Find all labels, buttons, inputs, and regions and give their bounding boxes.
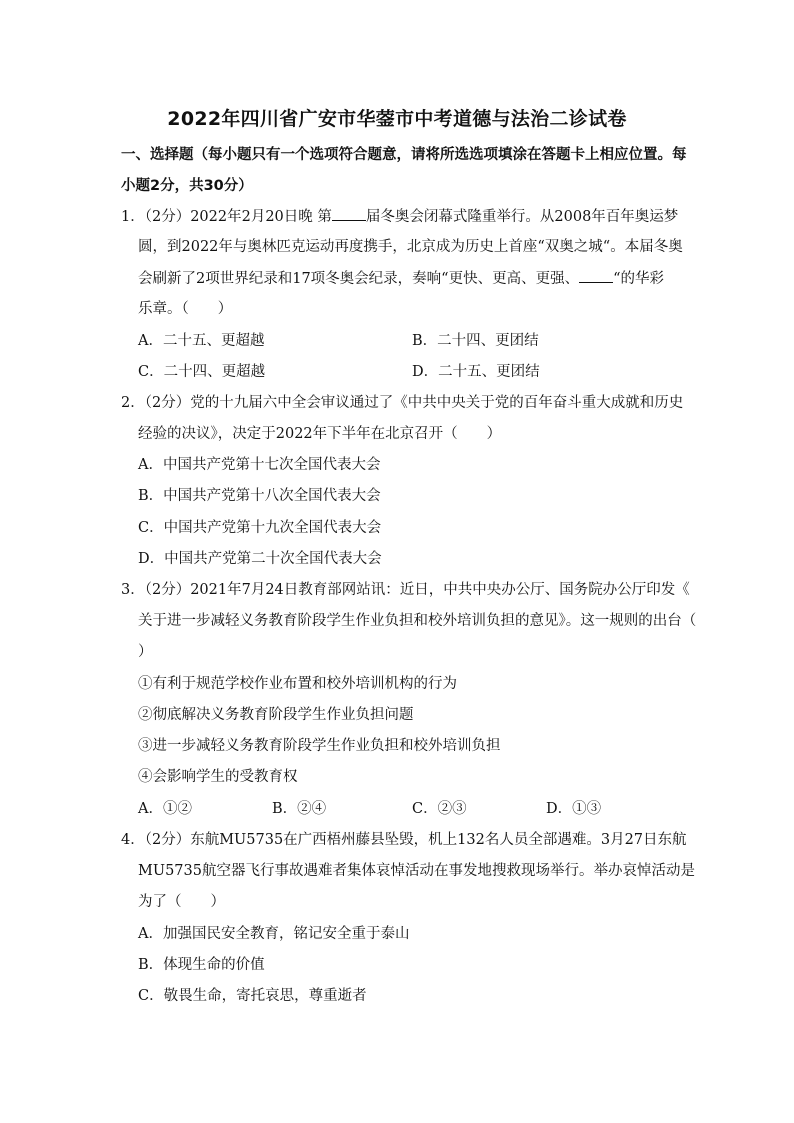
q4-option-c[interactable]: C．敬畏生命，寄托哀思，尊重逝者 <box>138 988 367 1004</box>
q2-option-d[interactable]: D．中国共产党第二十次全国代表大会 <box>138 551 382 567</box>
q1-stem-part-b: 届冬奥会闭幕式隆重举行。从2008年百年奥运梦 <box>365 209 679 225</box>
q3-statement-2: ②彻底解决义务教育阶段学生作业负担问题 <box>138 707 414 723</box>
q4-option-a[interactable]: A．加强国民安全教育，铭记安全重于泰山 <box>138 926 410 942</box>
q1-stem-line1 <box>121 206 678 227</box>
q3-statement-1: ①有利于规范学校作业布置和校外培训机构的行为 <box>138 676 457 692</box>
q1-option-a[interactable]: A．二十五、更超越 <box>138 333 265 349</box>
q3-stem-line2: 关于进一步减轻义务教育阶段学生作业负担和校外培训负担的意见》。这一规则的出台（ <box>138 613 697 629</box>
q1-blank-1 <box>332 206 366 221</box>
q1-stem3-part-a: 会刷新了2项世界纪录和17项冬奥会纪录，奏响“更快、更高、更强、 <box>138 271 580 287</box>
q3-statement-4: ④会影响学生的受教育权 <box>138 769 298 785</box>
q3-stem-line1: 3．（2分）2021年7月24日教育部网站讯：近日，中共中央办公厅、国务院办公厅印发《 <box>121 582 690 598</box>
q4-stem-line1: 4．（2分）东航MU5735在广西梧州藤县坠毁，机上132名人员全部遇难。3月27日东航 <box>121 832 687 848</box>
q2-option-c[interactable]: C．中国共产党第十九次全国代表大会 <box>138 520 382 536</box>
q3-option-d[interactable]: D．①③ <box>546 801 602 817</box>
section-heading-line1: 一、选择题（每小题只有一个选项符合题意，请将所选选项填涂在答题卡上相应位置。每 <box>121 147 687 163</box>
q1-option-c[interactable]: C．二十四、更超越 <box>138 364 266 380</box>
q4-stem-line3: 为了（ ） <box>138 894 225 910</box>
q1-blank-2 <box>579 268 613 283</box>
q3-statement-3: ③进一步减轻义务教育阶段学生作业负担和校外培训负担 <box>138 738 501 754</box>
q3-stem-line3: ） <box>138 644 153 660</box>
q2-stem-line1: 2．（2分）党的十九届六中全会审议通过了《中共中央关于党的百年奋斗重大成就和历史 <box>121 395 684 411</box>
q4-option-b[interactable]: B．体现生命的价值 <box>138 957 265 973</box>
q2-option-a[interactable]: A．中国共产党第十七次全国代表大会 <box>138 457 381 473</box>
q2-option-b[interactable]: B．中国共产党第十八次全国代表大会 <box>138 488 381 504</box>
q1-stem3-part-b: “的华彩 <box>613 271 665 287</box>
q4-stem-line2: MU5735航空器飞行事故遇难者集体哀悼活动在事发地搜救现场举行。举办哀悼活动是 <box>138 863 695 879</box>
section-heading-line2: 小题2分，共30分） <box>121 178 253 194</box>
page-title: 2022年四川省广安市华蓥市中考道德与法治二诊试卷 <box>167 108 627 130</box>
q1-stem-part-a: 1．（2分）2022年2月20日晚 第 <box>121 209 332 225</box>
q3-option-b[interactable]: B．②④ <box>272 801 327 817</box>
q3-option-a[interactable]: A．①② <box>138 801 192 817</box>
q1-stem-line4: 乐章。（ ） <box>138 301 233 317</box>
q2-stem-line2: 经验的决议》，决定于2022年下半年在北京召开（ ） <box>138 426 502 442</box>
q1-stem-line3 <box>138 268 664 289</box>
q3-option-c[interactable]: C．②③ <box>412 801 467 817</box>
q1-stem-line2: 圆，到2022年与奥林匹克运动再度携手，北京成为历史上首座“双奥之城“。本届冬奥 <box>138 239 683 255</box>
q1-option-d[interactable]: D．二十五、更团结 <box>412 364 540 380</box>
q1-option-b[interactable]: B．二十四、更团结 <box>412 333 539 349</box>
